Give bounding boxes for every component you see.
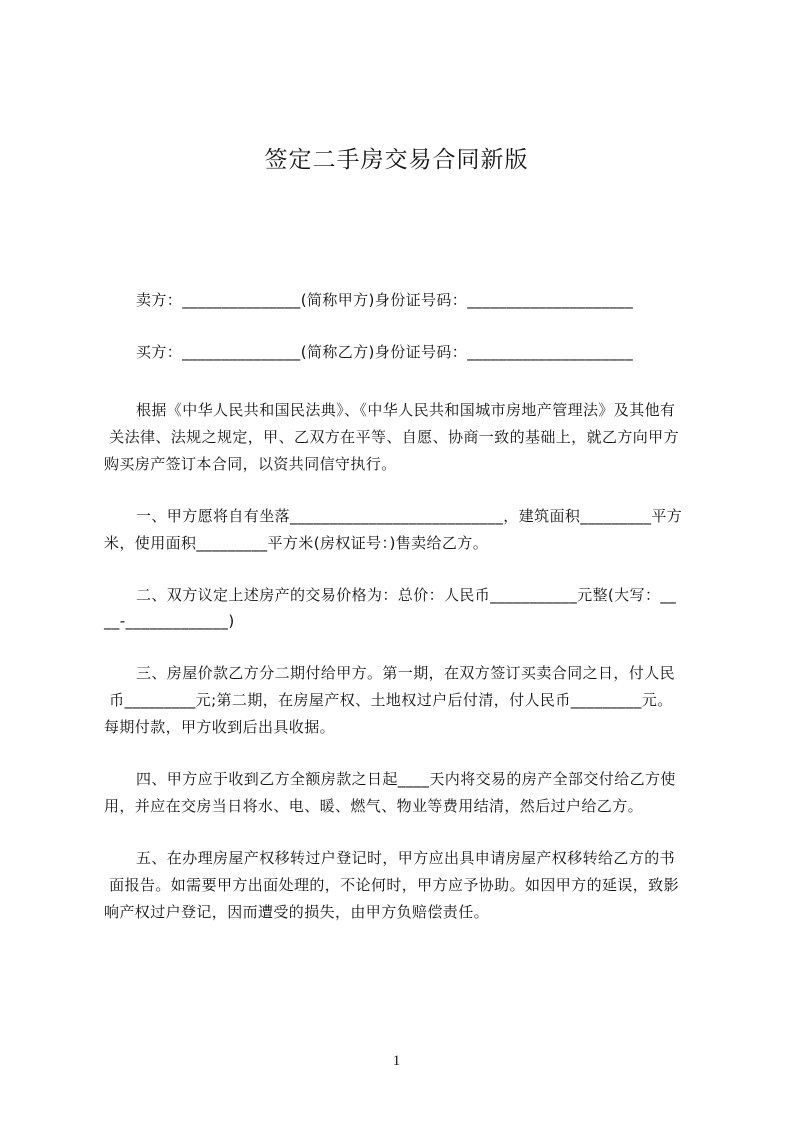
clause-3-line: 每期付款，甲方收到后出具收据。: [104, 718, 336, 736]
clause-3-line: 币_________元;第二期，在房屋产权、土地权过户后付清，付人民币_________元。: [104, 691, 673, 709]
clause-2-line: 二、双方议定上述房产的交易价格为：总价：人民币___________元整(大写：__: [136, 586, 677, 604]
clause-2-line: __-_____________): [104, 612, 235, 630]
clause-4-line: 四、甲方应于收到乙方全额房款之日起____天内将交易的房产全部交付给乙方使: [136, 770, 676, 788]
buyer-line: 买方：_______________(简称乙方)身份证号码：_____________________: [136, 343, 634, 361]
seller-line: 卖方：_______________(简称甲方)身份证号码：_____________________: [136, 291, 634, 309]
preamble-line: 购买房产签订本合同，以资共同信守执行。: [104, 455, 397, 473]
preamble-line: 关法律、法规之规定，甲、乙双方在平等、自愿、协商一致的基础上，就乙方向甲方: [104, 428, 679, 446]
clause-3-line: 三、房屋价款乙方分二期付给甲方。第一期，在双方签订买卖合同之日，付人民: [136, 664, 676, 682]
clause-5-line: 五、在办理房屋产权移转过户登记时，甲方应出具申请房屋产权移转给乙方的书: [136, 849, 676, 867]
clause-5-line: 面报告。如需要甲方出面处理的，不论何时，甲方应予协助。如因甲方的延误，致影: [104, 876, 679, 894]
clause-1-line: 米，使用面积_________平方米(房权证号：)售卖给乙方。: [104, 534, 489, 552]
clause-1-line: 一、甲方愿将自有坐落___________________________，建筑面积_________平方: [136, 507, 683, 525]
preamble-line: 根据《中华人民共和国民法典》、《中华人民共和国城市房地产管理法》及其他有: [136, 401, 676, 419]
clause-5-line: 响产权过户登记，因而遭受的损失，由甲方负赔偿责任。: [104, 903, 490, 921]
page-number: 1: [392, 1053, 401, 1069]
clause-4-line: 用，并应在交房当日将水、电、暖、燃气、物业等费用结清，然后过户给乙方。: [104, 797, 644, 815]
document-title: 签定二手房交易合同新版: [264, 147, 529, 173]
